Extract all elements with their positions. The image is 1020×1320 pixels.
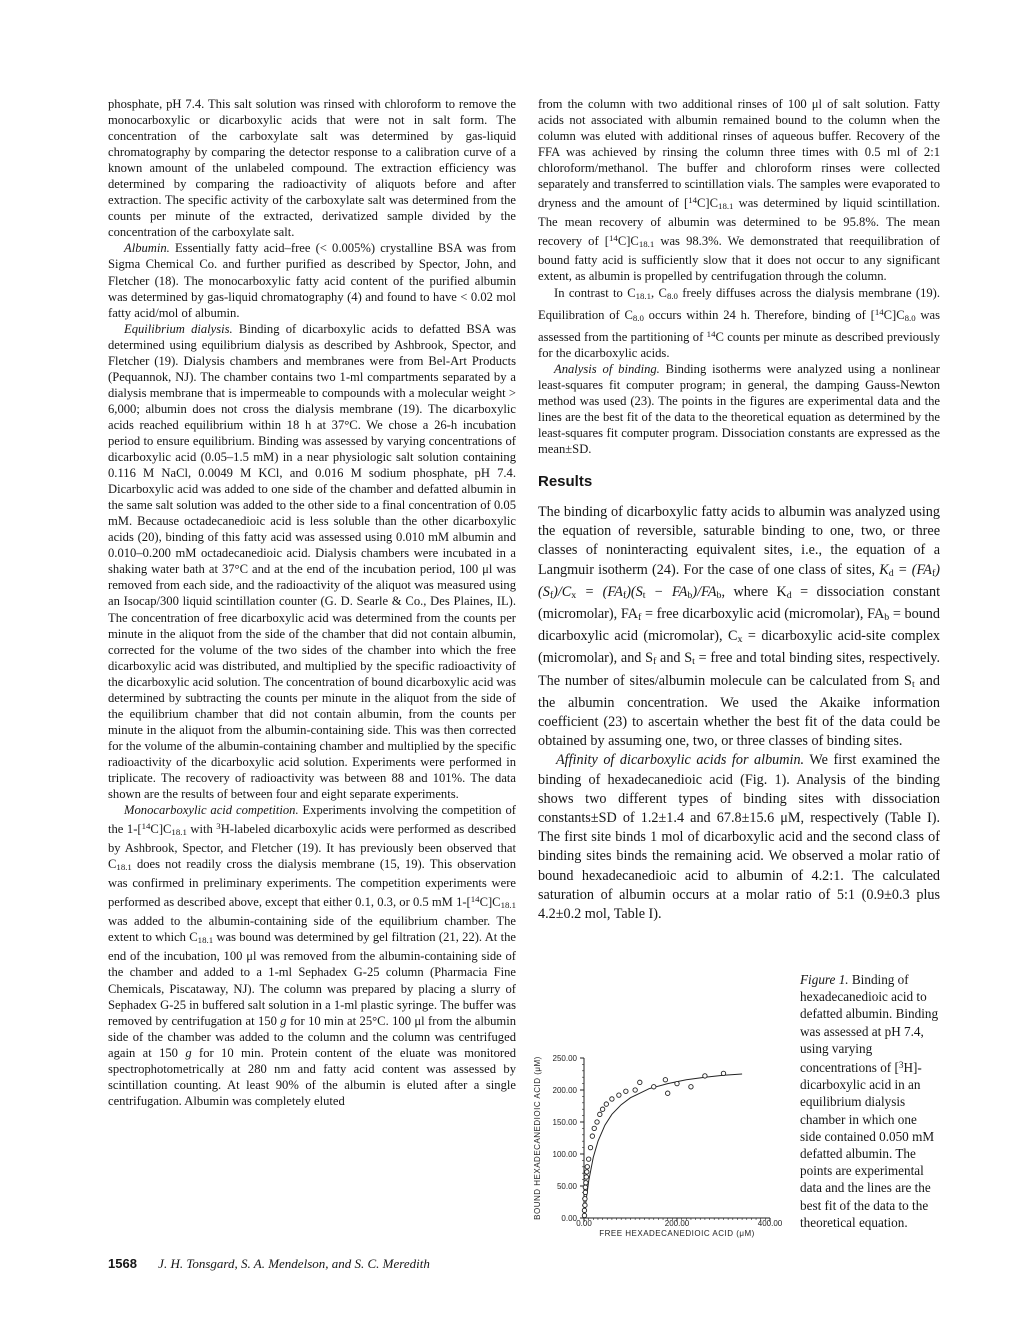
data-point — [617, 1093, 621, 1097]
data-point — [584, 1175, 588, 1179]
paragraph-equilibrium-dialysis: Equilibrium dialysis. Binding of dicarboxylic acids to defatted BSA was determined using equilibrium dialysis as described by Ashbrook, Spector, and Fletcher (19). Dialysis chambers and membranes were from Bel-Art Products (Pequannok, NJ). The chamber contains two 1-ml compartments separated by a dialysis membrane that is impermeable to compounds with a molecular weight > 6,000; albumin does not cross the dialysis membrane (19). The dicarboxylic acids reached equilibrium within 18 h at 37°C. We chose a 26-h incubation period to ensure equilibrium. Binding was assessed by varying concentrations of dicarboxylic acid (0.05–1.5 mM) in a near physiologic salt solution containing 0.116 M NaCl, 0.0049 M KCl, and 0.016 M sodium phosphate, pH 7.4. Dicarboxylic acid was added to one side of the chamber and defatted albumin in the same salt solution was added to the other side to a final concentration of 0.05 mM. Because octadecanedioic acid is less soluble than the other dicarboxylic acids (20), binding of this fatty acid was assessed using 0.010 mM albumin and 0.010–0.200 mM octadecanedioic acid. Dialysis chambers were incubated in a shaking water bath at 37°C and at the end of the incubation period, 100 μl was removed from each side, and the radioactivity of the aliquot was measured using an Isocap/300 liquid scintillation counter (G. D. Searle & Co., Des Plaines, IL). The concentration of free dicarboxylic acid was determined from the counts per minute in the aliquot from the side of the chamber that did not contain albumin, corrected for the volume of the two sides of the chamber into which the free dicarboxylic acid was distributed, and multiplied by the specific radioactivity of the dicarboxylic acid solution. The concentration of bound dicarboxylic acid was determined by subtracting the counts per minute in the aliquot from the side of the equilibrium chamber that did not contain albumin, from the counts per minute in the aliquot from the albumin-containing side. This was then corrected for the volume of the albumin-containing chamber and multiplied by the specific radioactivity of the dicarboxylic acid solution. Experiments were performed in triplicate. The recovery of radioactivity was between 88 and 101%. The data shown are the results of between four and eight separate experiments. — [108, 321, 517, 802]
page-footer — [108, 1256, 430, 1272]
data-point — [721, 1071, 725, 1075]
data-point — [666, 1091, 670, 1095]
paragraph-c8-diffusion: In contrast to $C_{18.1}$, $C_{8.0}$ freely diffuses across the dialysis membrane (19). Equilibration of $C_{8.0}$ occurs within 24 h. Therefore, binding of $[^{14}C]C_{8.0}$ was assessed from the partitioning of $^{14}$C counts per minute as described previously for the dicarboxylic acids. — [538, 285, 941, 360]
x-tick-label: 200.00 — [664, 1219, 690, 1228]
y-axis-label: BOUND HEXADECANEDIOIC ACID (μM) — [533, 1056, 542, 1220]
y-tick-label: 250.00 — [552, 1054, 577, 1063]
caption-label: Figure 1. — [800, 972, 849, 987]
analysis-heading: Analysis of binding. — [554, 361, 660, 376]
data-point — [585, 1165, 589, 1169]
results-heading: Results — [538, 472, 593, 490]
data-point — [582, 1208, 586, 1212]
figure-1-caption: Figure 1. Binding of hexadecanedioic acid to defatted albumin. Binding was assessed at pH 7.4, using varying concentrations of [$^3$H]-dicarboxylic acid in an equilibrium dialysis chamber in which one side contained 0.050 mM defatted albumin. The points are experimental data and the lines are the best fit of the data to the theoretical equation. — [800, 972, 939, 1230]
data-point — [588, 1145, 592, 1149]
paragraph-analysis-of-binding: Analysis of binding. Binding isotherms were analyzed using a nonlinear least-squares fit computer program; in general, the damping Gauss-Newton method was used (23). The points in the figures are experimental data and the lines are the best fit of the data to the theoretical equation as determined by the least-squares fit computer program. Dissociation constants are expressed as the mean±SD. — [538, 361, 940, 456]
data-point — [600, 1107, 604, 1111]
affinity-heading: Affinity of dicarboxylic acids for albumin. — [556, 752, 805, 769]
binding-chart-svg — [520, 1040, 790, 1240]
x-tick-label: 0.00 — [576, 1219, 592, 1228]
paragraph-albumin: Albumin. Essentially fatty acid–free (< 0.005%) crystalline BSA was from Sigma Chemical Co. and further purified as described by Spector, John, and Fletcher (18). The monocarboxylic fatty acid content of the purified albumin was determined by gas-liquid chromatography (4) and found to have < 0.02 mol fatty acid/mol of albumin. — [108, 241, 516, 320]
footer-authors: J. H. Tonsgard, S. A. Mendelson, and S. C. Meredith — [158, 1256, 430, 1271]
data-point — [582, 1213, 586, 1217]
data-point — [675, 1081, 679, 1085]
data-point — [663, 1078, 667, 1082]
data-point — [633, 1088, 637, 1092]
left-column — [108, 96, 516, 1109]
y-tick-label: 150.00 — [552, 1118, 577, 1127]
chart-points — [582, 1071, 725, 1217]
data-point — [638, 1080, 642, 1084]
results-section — [538, 503, 940, 924]
data-point — [595, 1120, 599, 1124]
y-tick-label: 100.00 — [552, 1150, 577, 1159]
data-point — [583, 1197, 587, 1201]
paragraph-affinity: Affinity of dicarboxylic acids for albumin. We first examined the binding of hexadecanedioic acid (Fig. 1). Analysis of the binding shows two different types of binding sites with dissociation constants±SD of 1.2±1.4 and 67.8±15.6 μM, respectively (Table I). The first site binds 1 mol of dicarboxylic acid and the second class of binding sites binds the remaining acid. We observed a molar ratio of bound hexadecanedioic acid to albumin of 4.2:1. The calculated saturation of albumin occurs at a molar ratio of 5:1 (0.9±0.3 plus 4.2±0.2 mol, Table I). — [538, 752, 940, 923]
data-point — [592, 1126, 596, 1130]
data-point — [583, 1190, 587, 1194]
data-point — [583, 1203, 587, 1207]
data-point — [590, 1134, 594, 1138]
data-point — [610, 1097, 614, 1101]
data-point — [604, 1102, 608, 1106]
paragraph-methods-extraction: phosphate, pH 7.4. This salt solution was rinsed with chloroform to remove the monocarboxylic or dicarboxylic acids that were not in salt form. The concentration of the carboxylate salt was determined by gas-liquid chromatography by comparing the detector response to a calibration curve of a known amount of the unlabeled compound. The extraction efficiency was determined by comparing the radioactivity of aliquots before and after extraction. The specific activity of the carboxylate salt was determined from the counts per minute of the extracted, derivatized sample divided by the concentration of the carboxylate salt. — [108, 97, 516, 240]
figure-1-chart — [520, 1040, 790, 1240]
x-axis-label: FREE HEXADECANEDIOIC ACID (μM) — [599, 1229, 755, 1238]
data-point — [703, 1074, 707, 1078]
data-point — [689, 1085, 693, 1089]
data-point — [586, 1157, 590, 1161]
y-tick-label: 0.00 — [561, 1214, 577, 1223]
x-tick-label: 400.00 — [757, 1219, 783, 1228]
mono-heading: Monocarboxylic acid competition. — [124, 803, 299, 818]
y-tick-label: 50.00 — [556, 1182, 577, 1191]
page-number: 1568 — [108, 1256, 137, 1271]
paragraph-monocarboxylic-competition: Monocarboxylic acid competition. Experiments involving the competition of the $1-[^{14}C]C_{18.1}$ with $^3$H-labeled dicarboxylic acids were performed as described by Ashbrook, Spector, and Fletcher (19). It has previously been observed that $C_{18.1}$ does not readily cross the dialysis membrane (15, 19). This observation was confirmed in preliminary experiments. The competition experiments were performed as described above, except that either 0.1, 0.3, or 0.5 mM $1-[^{14}C]C_{18.1}$ was added to the albumin-containing side of the equilibrium chamber. The extent to which $C_{18.1}$ was bound was determined by gel filtration (21, 22). At the end of the incubation, 100 μl was removed from the albumin-containing side of the chamber and added to a 1-ml Sephadex G-25 column (Pharmacia Fine Chemicals, Piscataway, NJ). The column was prepared by placing a slurry of Sephadex G-25 in buffered salt solution in a 1-ml plastic syringe. The buffer was removed by centrifugation at 150 g for 10 min at 25°C. 100 μl from the albumin side of the chamber was added to the column and the column was centrifuged again at 150 g for 10 min. Protein content of the eluate was monitored spectrophotometrically at 280 nm and fatty acid content was assessed by scintillation counting. At least 90% of the albumin is eluted after a single centrifugation. Albumin was completely eluted — [108, 803, 517, 1108]
data-point — [585, 1170, 589, 1174]
y-tick-label: 200.00 — [552, 1086, 577, 1095]
data-point — [584, 1181, 588, 1185]
data-point — [652, 1085, 656, 1089]
paragraph-column-elution: from the column with two additional rinses of 100 μl of salt solution. Fatty acids not associated with albumin remained bound to the column when the column was eluted with additional rinses of aqueous buffer. Recovery of the FFA was achieved by rinsing the column three times with 0.5 ml of 2:1 chloroform/methanol. The buffer and chloroform rinses were collected separately and transferred to scintillation vials. The samples were evaporated to dryness and the amount of $[^{14}C]C_{18.1}$ was determined by liquid scintillation. The mean recovery of albumin was determined to be 95.8%. The mean recovery of $[^{14}C]C_{18.1}$ was 98.3%. We demonstrated that reequilibration of bound fatty acid is sufficiently slow that it does not occur to any significant extent, as albumin is propelled by centrifugation through the column. — [538, 97, 940, 284]
dialysis-heading: Equilibrium dialysis. — [124, 321, 233, 336]
right-column — [538, 96, 940, 924]
albumin-heading: Albumin. — [124, 241, 170, 256]
paragraph-results-equation: The binding of dicarboxylic fatty acids to albumin was analyzed using the equation of reversible, saturable binding to one, two, or three classes of noninteracting equivalent sites, i.e., the equation of a Langmuir isotherm (24). For the case of one class of sites, $K_d = (FA_f)(S_f)/C_x = (FA_f)(S_t - FA_b)/FA_b$, where $K_d$ = dissociation constant (micromolar), $FA_f$ = free dicarboxylic acid (micromolar), $FA_b$ = bound dicarboxylic acid (micromolar), $C_x$ = dicarboxylic acid-site complex (micromolar), and $S_f$ and $S_t$ = free and total binding sites, respectively. The number of sites/albumin molecule can be calculated from $S_t$ and the albumin concentration. We used the Akaike information coefficient (23) to ascertain whether the best fit of the data could be obtained by assuming one, two, or three classes of binding sites. — [538, 503, 941, 750]
data-point — [624, 1089, 628, 1093]
data-point — [598, 1112, 602, 1116]
chart-fit-curve — [584, 1074, 742, 1218]
fit-line — [584, 1074, 742, 1218]
data-point — [583, 1185, 587, 1189]
